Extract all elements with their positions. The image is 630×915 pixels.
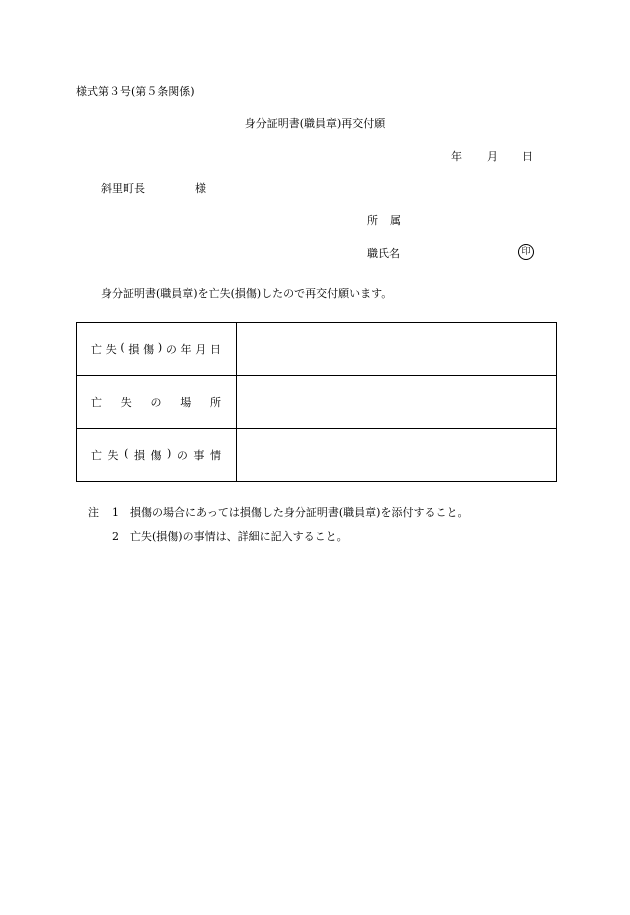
detail-table — [76, 322, 557, 482]
note-number: 1 — [112, 506, 119, 519]
date-day-label: 日 — [522, 150, 533, 163]
name-label: 職氏名 — [367, 247, 400, 260]
label-char: 場 — [180, 396, 192, 409]
row-label-text — [91, 447, 221, 463]
document-title: 身分証明書(職員章)再交付願 — [244, 117, 386, 130]
label-char: 所 — [210, 396, 221, 409]
note-text: 亡失(損傷)の事情は、詳細に記入すること。 — [130, 530, 348, 543]
label-char: 失 — [107, 449, 119, 462]
notes-prefix: 注 — [88, 506, 99, 519]
label-char: 情 — [209, 449, 221, 462]
label-char: 失 — [120, 396, 132, 409]
date-month-label: 月 — [487, 150, 498, 163]
label-char: 損 — [128, 343, 140, 356]
label-char: ) — [157, 341, 163, 354]
loss-date-field[interactable] — [237, 323, 557, 376]
label-char: 亡 — [91, 396, 102, 409]
row-label-loss-place — [77, 376, 237, 429]
label-char: 亡 — [91, 449, 102, 462]
label-char: 傷 — [150, 449, 162, 462]
label-char: の — [176, 449, 188, 462]
table-row — [77, 376, 557, 429]
affiliation-label: 所属 — [367, 214, 413, 227]
note-text: 損傷の場合にあっては損傷した身分証明書(職員章)を添付すること。 — [130, 506, 469, 519]
label-char: 失 — [105, 343, 117, 356]
loss-circumstances-field[interactable] — [237, 429, 557, 482]
table-row — [77, 429, 557, 482]
form-number: 様式第３号(第５条関係) — [76, 85, 195, 98]
note-number: 2 — [112, 530, 119, 543]
row-label-loss-date — [77, 323, 237, 376]
label-char: 日 — [209, 343, 221, 356]
label-char: の — [150, 396, 162, 409]
addressee-honorific: 様 — [195, 182, 206, 195]
label-char: 傷 — [143, 343, 155, 356]
label-char: 亡 — [91, 343, 102, 356]
label-char: 事 — [193, 449, 205, 462]
row-label-text — [91, 341, 221, 357]
label-char: ( — [120, 341, 125, 354]
label-char: ) — [167, 447, 172, 460]
label-char: 年 — [180, 343, 192, 356]
addressee: 斜里町長 — [101, 182, 145, 195]
row-label-loss-circumstances — [77, 429, 237, 482]
label-char: ( — [124, 447, 129, 460]
label-char: の — [165, 343, 177, 356]
label-char: 損 — [133, 449, 145, 462]
request-statement: 身分証明書(職員章)を亡失(損傷)したので再交付願います。 — [101, 287, 393, 300]
label-char: 月 — [195, 343, 207, 356]
loss-place-field[interactable] — [237, 376, 557, 429]
seal-mark: 印 — [518, 244, 534, 260]
row-label-text — [91, 394, 221, 410]
date-year-label: 年 — [451, 150, 462, 163]
table-row — [77, 323, 557, 376]
